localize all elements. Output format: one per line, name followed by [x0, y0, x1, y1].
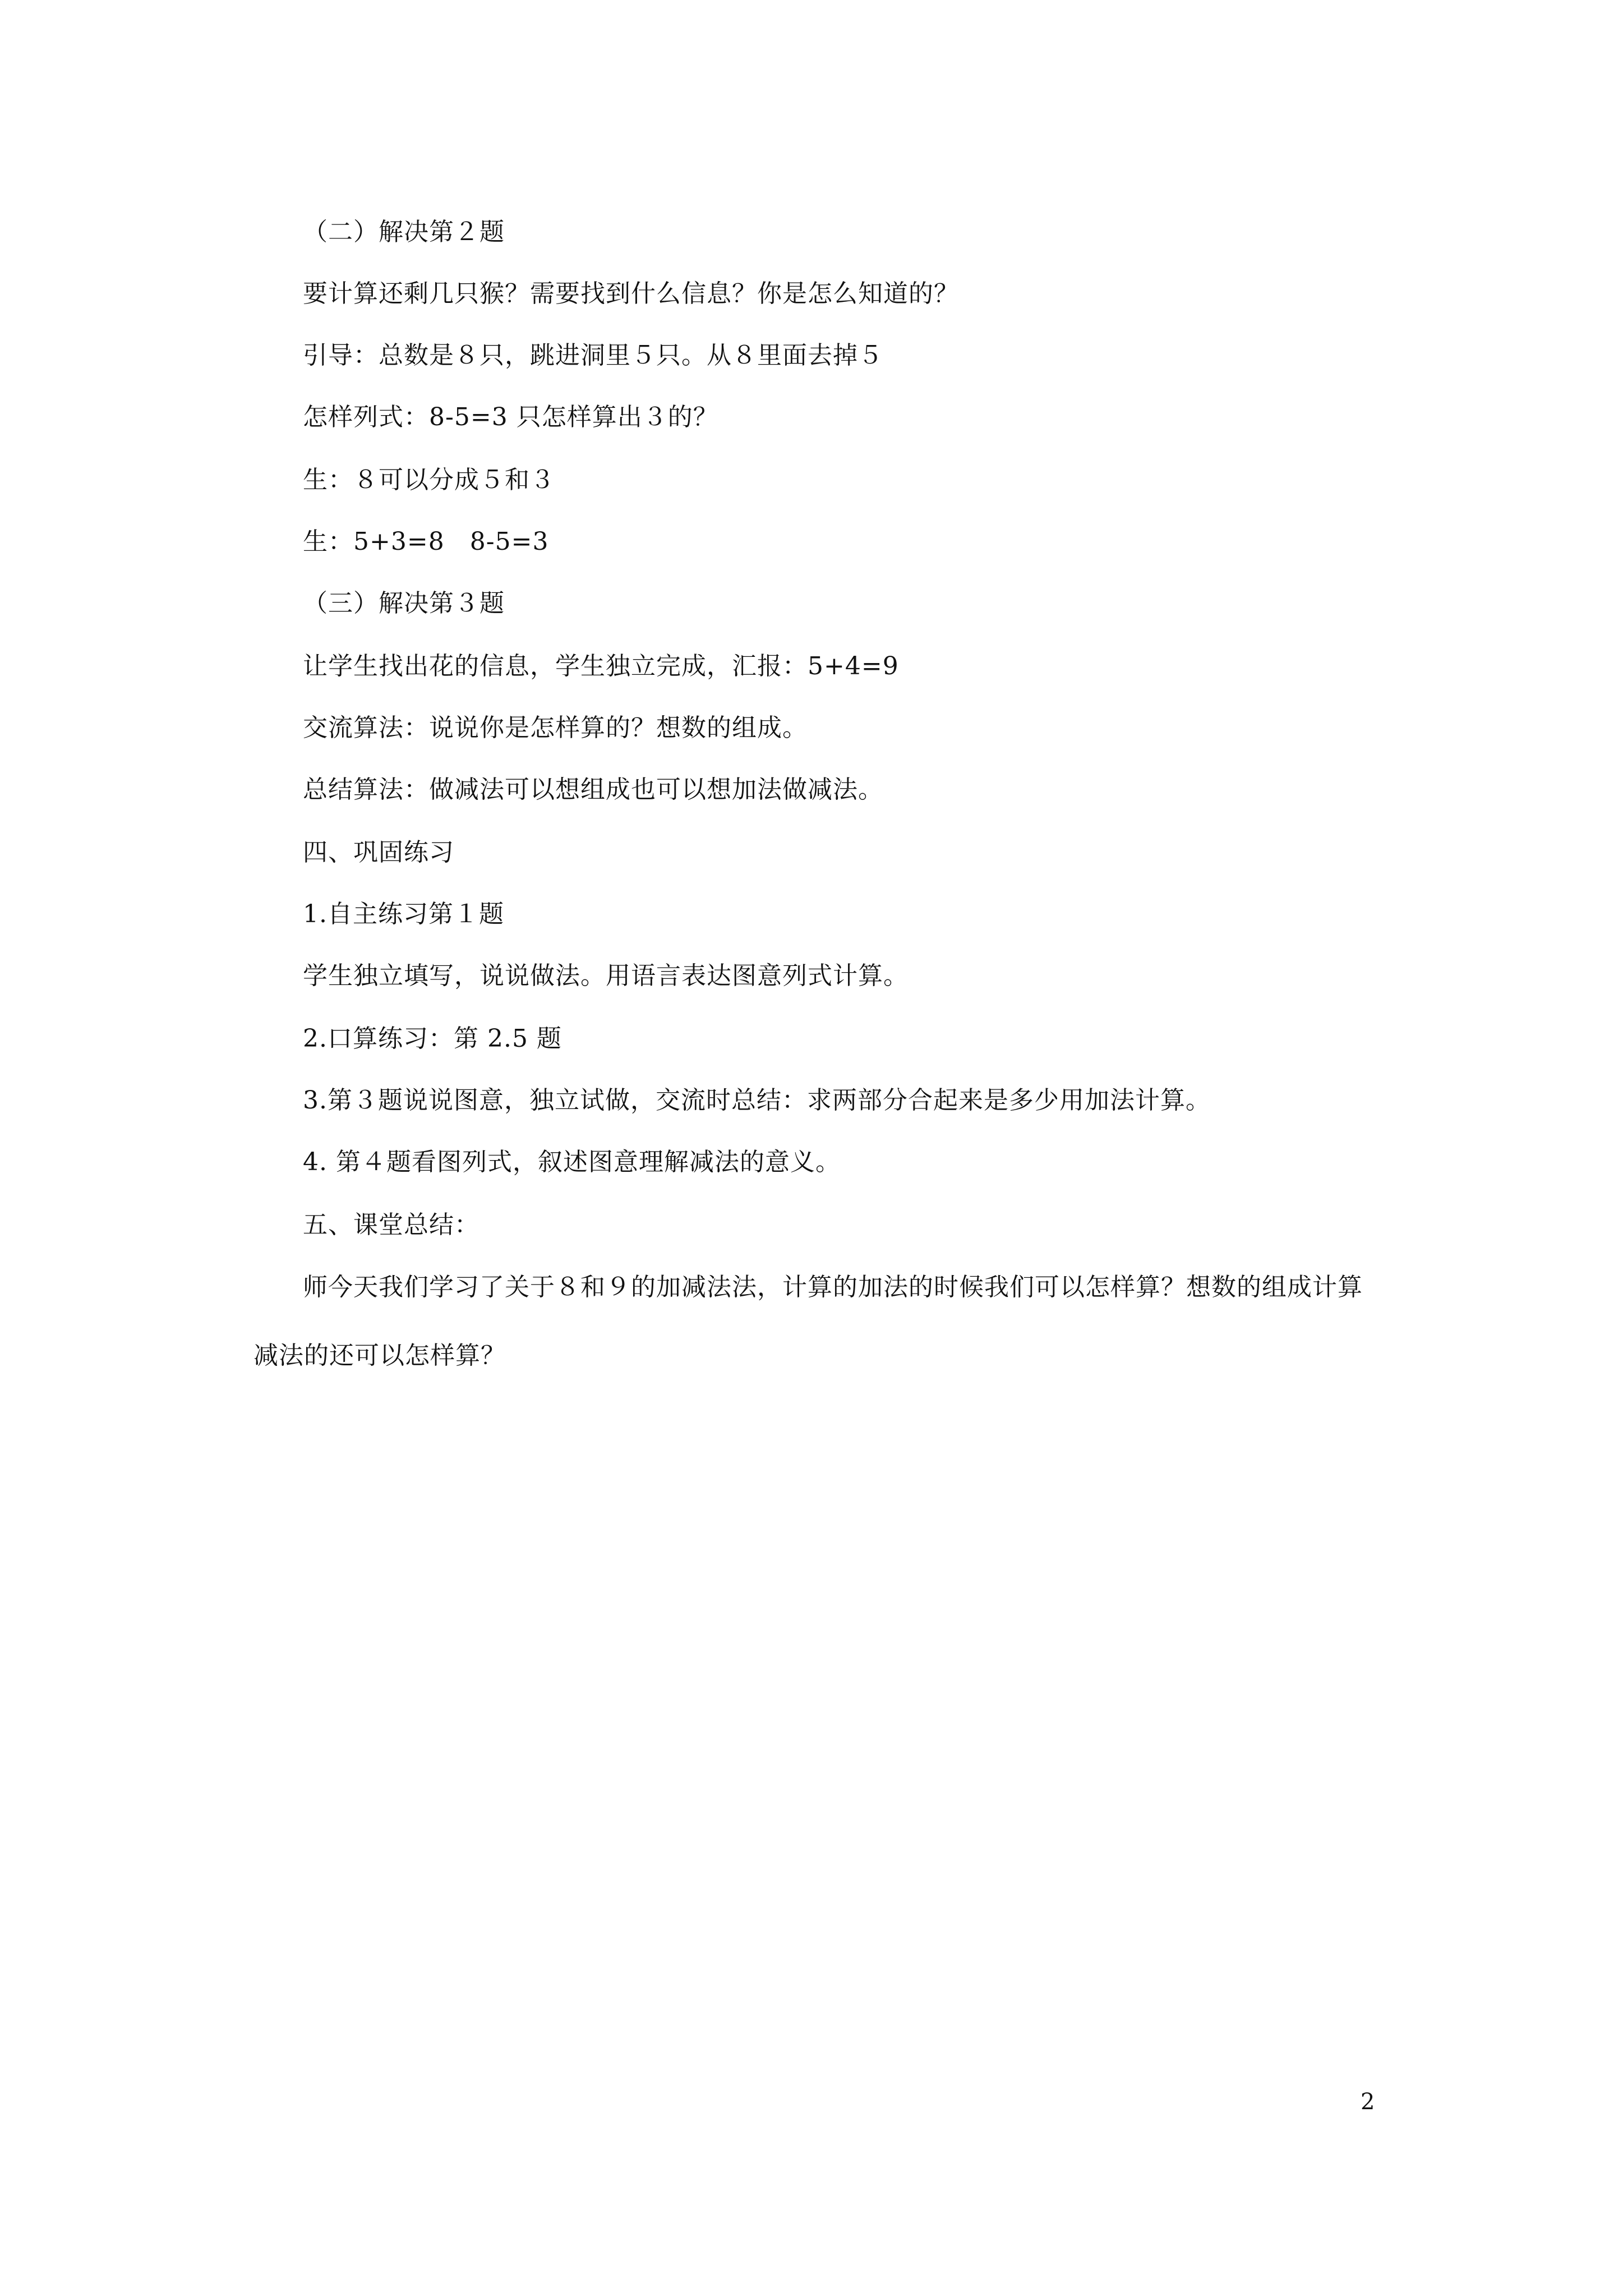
closing-paragraph: 师今天我们学习了关于８和９的加减法法，计算的加法的时候我们可以怎样算？想数的组成计算减法的还可以怎样算？	[253, 1273, 1363, 1370]
section-heading-two: （二）解决第２题	[303, 218, 505, 246]
body-line: 生：5+3=8 8-5=3	[303, 527, 549, 556]
body-line: 引导：总数是８只，跳进洞里５只。从８里面去掉５	[303, 341, 883, 370]
list-item: 2.口算练习：第 2.5 题	[303, 1024, 562, 1053]
body-line: 学生独立填写，说说做法。用语言表达图意列式计算。	[303, 961, 909, 990]
section-heading-four: 四、巩固练习	[303, 838, 454, 867]
body-line: 交流算法：说说你是怎样算的？想数的组成。	[303, 714, 808, 742]
section-heading-five: 五、课堂总结：	[303, 1211, 479, 1239]
body-line: 要计算还剩几只猴？需要找到什么信息？你是怎么知道的？	[303, 279, 959, 308]
body-line: 怎样列式：8-5=3 只怎样算出３的？	[303, 403, 718, 431]
page-number: 2	[1361, 2089, 1375, 2115]
list-item: 4. 第４题看图列式，叙述图意理解减法的意义。	[303, 1148, 841, 1176]
list-item: 1.自主练习第１题	[303, 900, 504, 928]
section-heading-three: （三）解决第３题	[303, 589, 505, 618]
body-line: 让学生找出花的信息，学生独立完成，汇报：5+4=9	[303, 652, 899, 680]
list-item: 3.第３题说说图意，独立试做，交流时总结：求两部分合起来是多少用加法计算。	[303, 1086, 1211, 1115]
body-line: 总结算法：做减法可以想组成也可以想加法做减法。	[303, 775, 883, 804]
body-line: 生：８可以分成５和３	[303, 466, 555, 494]
